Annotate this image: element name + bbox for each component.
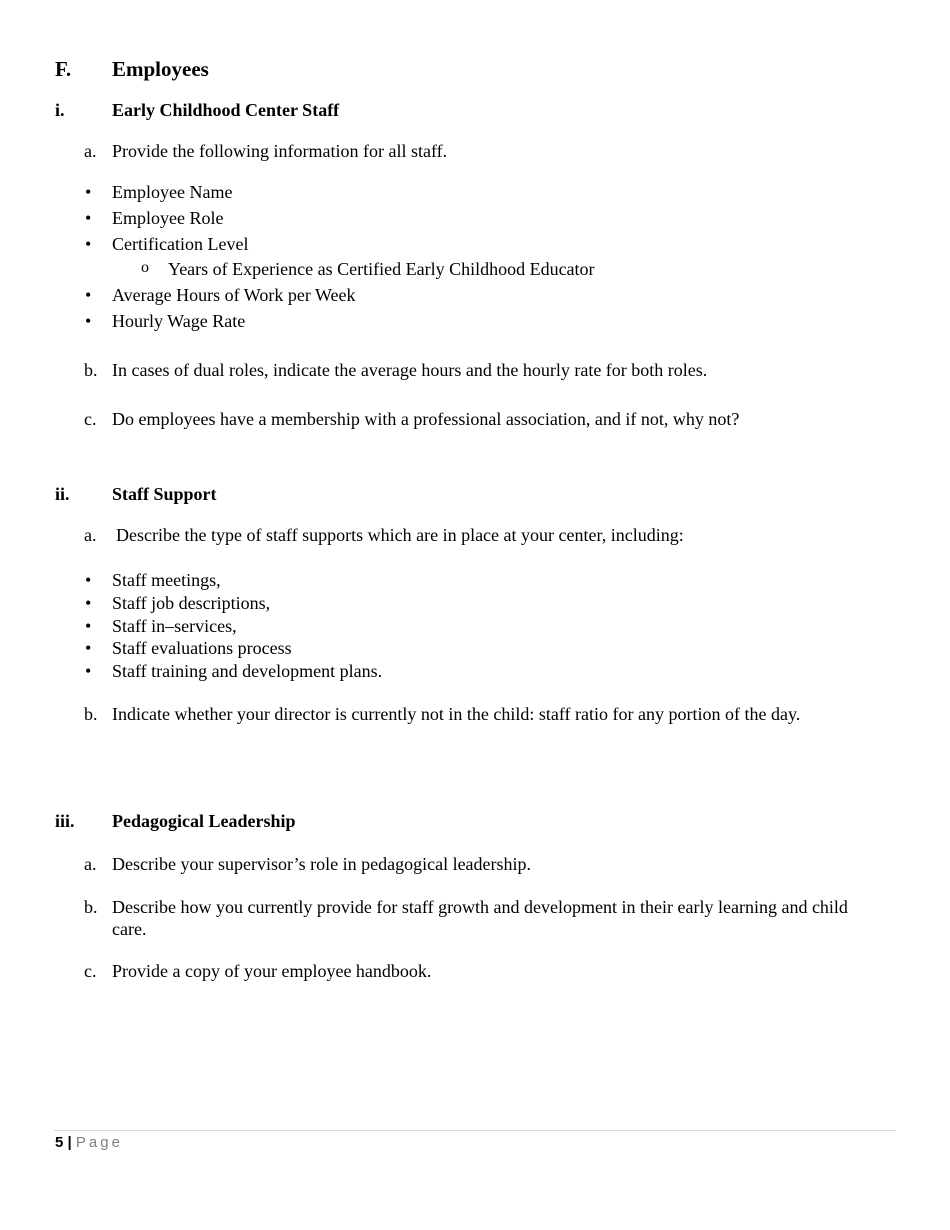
bullet-icon: • [85, 208, 92, 228]
section-title: Employees [112, 57, 209, 81]
list-item: Staff meetings, [112, 570, 221, 590]
item-text: In cases of dual roles, indicate the average hours and the hourly rate for both roles. [112, 360, 708, 380]
list-item: Staff training and development plans. [112, 661, 383, 681]
item-text: Provide a copy of your employee handbook. [112, 961, 432, 981]
list-item: Employee Name [112, 182, 233, 202]
bullet-icon: • [85, 311, 92, 331]
bullet-icon: • [85, 638, 92, 658]
section-letter: F. [55, 57, 72, 81]
subsection-title: Early Childhood Center Staff [112, 100, 340, 120]
page-footer [55, 1134, 123, 1151]
page-separator: | [67, 1134, 72, 1151]
item-text: Describe how you currently provide for staff growth and development in their early learning and child [112, 897, 848, 917]
subsection-title: Staff Support [112, 484, 217, 504]
item-marker: c. [84, 961, 97, 981]
nested-list-item: Years of Experience as Certified Early Childhood Educator [168, 259, 595, 279]
bullet-icon: • [85, 182, 92, 202]
item-text: Provide the following information for all staff. [112, 141, 448, 161]
page-label: Page [75, 1134, 123, 1151]
list-item: Staff in–services, [112, 616, 237, 636]
item-marker: b. [84, 704, 98, 724]
bullet-icon: • [85, 285, 92, 305]
item-text: Describe the type of staff supports which are in place at your center, including: [116, 525, 684, 545]
list-item: Staff evaluations process [112, 638, 292, 658]
bullet-icon: • [85, 593, 92, 613]
list-item: Hourly Wage Rate [112, 311, 246, 331]
item-marker: a. [84, 854, 97, 874]
bullet-icon: • [85, 570, 92, 590]
subsection-numeral: i. [55, 100, 65, 120]
nested-bullet-icon: o [141, 259, 149, 276]
bullet-icon: • [85, 661, 92, 681]
list-item: Staff job descriptions, [112, 593, 271, 613]
footer-divider [54, 1130, 896, 1131]
item-marker: a. [84, 525, 97, 545]
item-marker: b. [84, 360, 98, 380]
subsection-numeral: ii. [55, 484, 70, 504]
subsection-numeral: iii. [55, 811, 75, 831]
bullet-icon: • [85, 616, 92, 636]
item-text: Do employees have a membership with a professional association, and if not, why not? [112, 409, 740, 429]
item-text: Indicate whether your director is currently not in the child: staff ratio for any portion of the day. [112, 704, 801, 724]
item-marker: b. [84, 897, 98, 917]
item-marker: a. [84, 141, 97, 161]
subsection-title: Pedagogical Leadership [112, 811, 296, 831]
item-text-continuation: care. [112, 919, 147, 939]
list-item: Average Hours of Work per Week [112, 285, 356, 305]
list-item: Employee Role [112, 208, 224, 228]
page-number: 5 [55, 1134, 64, 1151]
list-item: Certification Level [112, 234, 249, 254]
item-marker: c. [84, 409, 97, 429]
item-text: Describe your supervisor’s role in pedagogical leadership. [112, 854, 532, 874]
bullet-icon: • [85, 234, 92, 254]
